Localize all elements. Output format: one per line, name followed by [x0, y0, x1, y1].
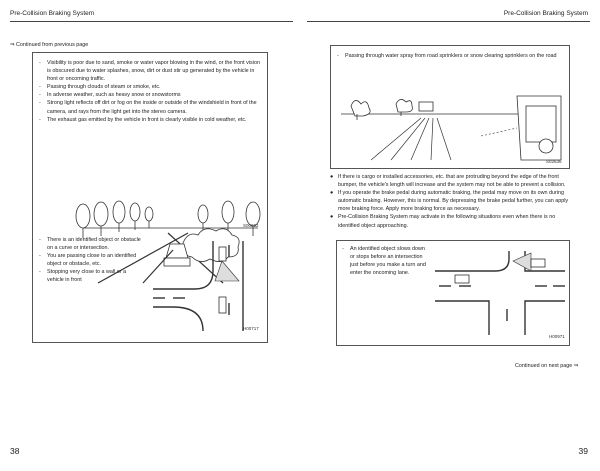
- continued-from-label: Continued from previous page: [16, 42, 89, 48]
- bullet-list: [330, 173, 572, 230]
- continued-next-note: [515, 362, 578, 370]
- right-header-title: Pre-Collision Braking System: [503, 10, 588, 17]
- figure-code: H00717: [243, 326, 259, 331]
- right-header-rule: [307, 21, 590, 22]
- list-b: [39, 236, 141, 285]
- left-header-title: Pre-Collision Braking System: [10, 10, 95, 17]
- figure-code: H00971: [549, 334, 565, 339]
- filled-circle-bullet-icon: ●: [330, 214, 334, 221]
- list-item: ● If you operate the brake pedal during automatic braking, the pedal may move on its own during automatic braking. However, this is normal. By depressing the brake pedal further, you can apply more braking force. Apply more braking force as necessary.: [330, 190, 569, 213]
- left-header-rule: [10, 21, 293, 22]
- list-item: - An identified object slows down or stops before an intersection just before you make a turn and enter the oncoming lane.: [342, 246, 426, 277]
- continued-from-note: [10, 41, 88, 49]
- list-item: - Passing through water spray from road sprinklers or snow clearing sprinklers on the road: [337, 53, 557, 59]
- left-page-number: 38: [10, 446, 20, 456]
- figure-code: S02636: [546, 159, 562, 164]
- water-spray-road-illustration: [341, 76, 561, 160]
- intersection-curve-diagram: [153, 241, 263, 331]
- list-item: - Passing through clouds of steam or smoke, etc.: [39, 84, 161, 91]
- figure-code: S00652: [243, 223, 259, 228]
- list-item: - The exhaust gas emitted by the vehicle in front is clearly visible in cold weather, etc.: [39, 116, 247, 123]
- list-top: [337, 52, 563, 60]
- continued-next-label: Continued on next page: [515, 363, 573, 369]
- list-item: - Strong light reflects off dirt or fog on the inside or outside of the windshield in front of the camera, and rays from the light get into the stereo camera.: [39, 100, 257, 115]
- double-arrow-right-icon: ⇒: [10, 42, 15, 48]
- list-item: - You are passing close to an identified object or obstacle, etc.: [39, 253, 137, 268]
- intersection-turn-diagram: [435, 251, 565, 335]
- double-arrow-right-icon: ⇒: [573, 363, 579, 369]
- list-item: - Stopping very close to a wall or a vehicle in front: [39, 269, 127, 284]
- list-item: ● Pre-Collision Braking System may activate in the following situations even when there is no identified object approaching.: [330, 214, 556, 229]
- sub-list: [342, 245, 426, 277]
- list-a: [39, 59, 261, 124]
- right-page-number: 39: [578, 446, 588, 456]
- left-content-box: [32, 52, 268, 343]
- list-item: ● If there is cargo or installed accessories, etc. that are protruding beyond the edge of the front bumper, the vehicle's length will increase and the system may not be able to prevent a collision.: [330, 174, 566, 189]
- right-bottom-box: [336, 240, 570, 346]
- list-item: - Visibility is poor due to sand, smoke or water vapor blowing in the wind, or the front vision is obscured due to water splashes, snow, dirt or dust stir up generated by the vehicle in front or oncoming traffic.: [39, 60, 260, 83]
- list-item: - In adverse weather, such as heavy snow or snowstorms: [39, 92, 181, 99]
- filled-circle-bullet-icon: ●: [330, 174, 334, 180]
- filled-circle-bullet-icon: ●: [330, 190, 334, 197]
- list-item: - There is an identified object or obstacle on a curve or intersection.: [39, 237, 141, 252]
- right-top-box: [330, 45, 570, 169]
